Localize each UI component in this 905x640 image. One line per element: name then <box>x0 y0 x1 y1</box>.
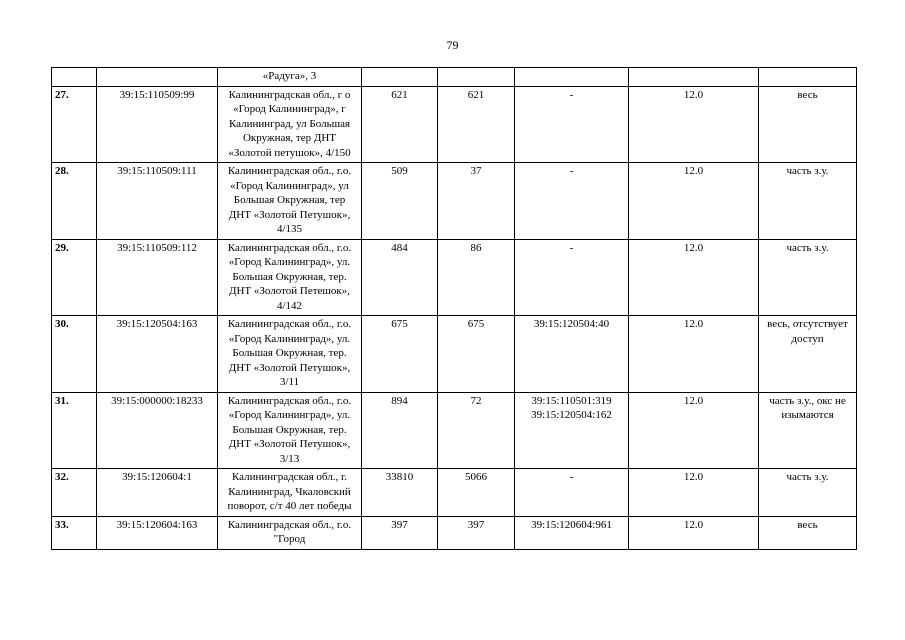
note: часть з.у. <box>759 239 857 316</box>
note <box>759 68 857 87</box>
cadastral-number: 39:15:120604:1 <box>97 469 218 517</box>
plot-address: Калининградская обл., г.о. «Город Калининград», ул. Большая Окружная, тер. ДНТ «Золотой Петушок», 3/11 <box>218 316 362 393</box>
area-encumbered: 86 <box>438 239 515 316</box>
note: часть з.у., окс не изымаются <box>759 392 857 469</box>
area-encumbered <box>438 68 515 87</box>
term-value: 12.0 <box>629 392 759 469</box>
term-value <box>629 68 759 87</box>
row-number: 31. <box>52 392 97 469</box>
area-total: 621 <box>362 86 438 163</box>
area-total: 484 <box>362 239 438 316</box>
row-number: 28. <box>52 163 97 240</box>
note: весь <box>759 86 857 163</box>
plot-address: Калининградская обл., г.о. «Город Калининград», ул. Большая Окружная, тер. ДНТ «Золотой Петушок», 3/13 <box>218 392 362 469</box>
note: часть з.у. <box>759 469 857 517</box>
table-row <box>52 68 857 87</box>
area-encumbered: 72 <box>438 392 515 469</box>
term-value: 12.0 <box>629 516 759 549</box>
page-number: 79 <box>446 38 459 52</box>
related-objects: - <box>515 86 629 163</box>
related-objects: 39:15:120504:40 <box>515 316 629 393</box>
area-total: 397 <box>362 516 438 549</box>
term-value: 12.0 <box>629 469 759 517</box>
plot-address: Калининградская обл., г. Калининград, Чкаловский поворот, с/т 40 лет победы <box>218 469 362 517</box>
related-objects: - <box>515 469 629 517</box>
area-encumbered: 397 <box>438 516 515 549</box>
related-objects: - <box>515 239 629 316</box>
table-row <box>52 392 857 469</box>
table-body <box>52 68 857 550</box>
related-objects <box>515 68 629 87</box>
term-value: 12.0 <box>629 163 759 240</box>
area-encumbered: 675 <box>438 316 515 393</box>
cadastral-number: 39:15:110509:111 <box>97 163 218 240</box>
cadastral-number <box>97 68 218 87</box>
note: весь <box>759 516 857 549</box>
row-number: 33. <box>52 516 97 549</box>
related-objects: 39:15:110501:319 39:15:120504:162 <box>515 392 629 469</box>
cadastral-number: 39:15:120604:163 <box>97 516 218 549</box>
term-value: 12.0 <box>629 86 759 163</box>
table-row <box>52 86 857 163</box>
row-number: 29. <box>52 239 97 316</box>
plot-address: Калининградская обл., г.о. «Город Калининград», ул. Большая Окружная, тер. ДНТ «Золотой Петешок», 4/142 <box>218 239 362 316</box>
table-row <box>52 516 857 549</box>
plot-address: Калининградская обл., г.о. «Город Калининград», ул Большая Окружная, тер ДНТ «Золотой Петушок», 4/135 <box>218 163 362 240</box>
table-row <box>52 316 857 393</box>
area-total: 675 <box>362 316 438 393</box>
area-total <box>362 68 438 87</box>
table-row <box>52 239 857 316</box>
note: часть з.у. <box>759 163 857 240</box>
area-total: 894 <box>362 392 438 469</box>
area-encumbered: 37 <box>438 163 515 240</box>
plot-address: Калининградская обл., г.о. "Город <box>218 516 362 549</box>
area-encumbered: 5066 <box>438 469 515 517</box>
plot-address: Калининградская обл., г о «Город Калининград», г Калининград, ул Большая Окружная, тер ДНТ «Золотой петушок», 4/150 <box>218 86 362 163</box>
table-row <box>52 163 857 240</box>
cadastral-number: 39:15:110509:99 <box>97 86 218 163</box>
related-objects: - <box>515 163 629 240</box>
related-objects: 39:15:120604:961 <box>515 516 629 549</box>
cadastral-number: 39:15:000000:18233 <box>97 392 218 469</box>
table-row <box>52 469 857 517</box>
term-value: 12.0 <box>629 316 759 393</box>
land-plots-table <box>51 67 857 550</box>
cadastral-number: 39:15:120504:163 <box>97 316 218 393</box>
area-total: 33810 <box>362 469 438 517</box>
row-number: 32. <box>52 469 97 517</box>
cadastral-number: 39:15:110509:112 <box>97 239 218 316</box>
term-value: 12.0 <box>629 239 759 316</box>
note: весь, отсутствует доступ <box>759 316 857 393</box>
row-number <box>52 68 97 87</box>
plot-address: «Радуга», 3 <box>218 68 362 87</box>
row-number: 30. <box>52 316 97 393</box>
area-total: 509 <box>362 163 438 240</box>
area-encumbered: 621 <box>438 86 515 163</box>
row-number: 27. <box>52 86 97 163</box>
